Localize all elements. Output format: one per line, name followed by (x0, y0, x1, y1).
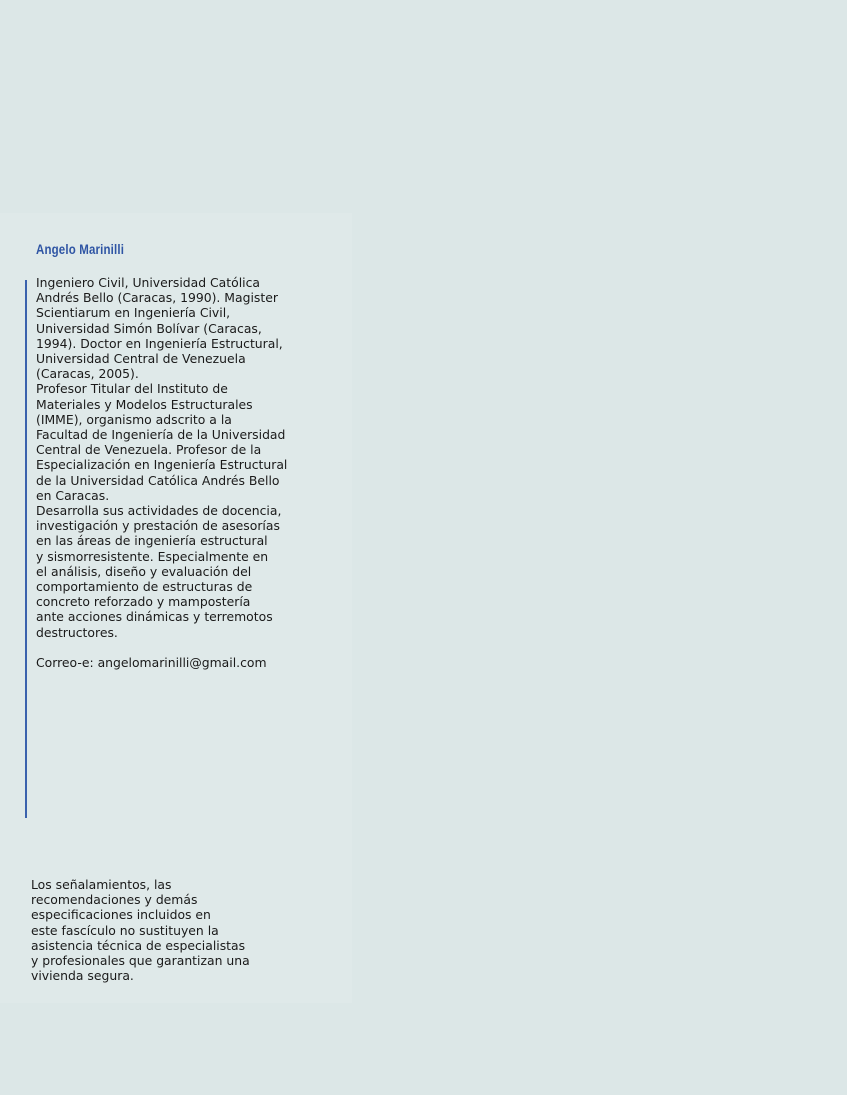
disclaimer-text: Los señalamientos, las recomendaciones y demás especificaciones incluidos en este fascículo no sustituyen la asistencia técnica de especialistas y profesionales que garantizan una vivienda segura. (31, 877, 250, 984)
bio-activities: Desarrolla sus actividades de docencia, investigación y prestación de asesorías en las áreas de ingeniería estructural y sismorresistente. Especialmente en el análisis, diseño y evaluación del comportamiento de estructuras de concreto reforzado y mampostería ante acciones dinámicas y terremotos destructores. (36, 503, 282, 640)
bio-education: Ingeniero Civil, Universidad Católica Andrés Bello (Caracas, 1990). Magister Scientiarum en Ingeniería Civil, Universidad Simón Bolívar (Caracas, 1994). Doctor en Ingeniería Estructural, Universidad Central de Venezuela (Caracas, 2005). (36, 275, 283, 382)
author-email: Correo-e: angelomarinilli@gmail.com (36, 655, 267, 671)
author-bio (36, 275, 326, 670)
accent-bar (25, 280, 27, 818)
author-name: Angelo Marinilli (36, 241, 125, 257)
bio-position: Profesor Titular del Instituto de Materiales y Modelos Estructurales (IMME), organismo adscrito a la Facultad de Ingeniería de la Universidad Central de Venezuela. Profesor de la Especialización en Ingeniería Estructural de la Universidad Católica Andrés Bello en Caracas. (36, 381, 288, 503)
